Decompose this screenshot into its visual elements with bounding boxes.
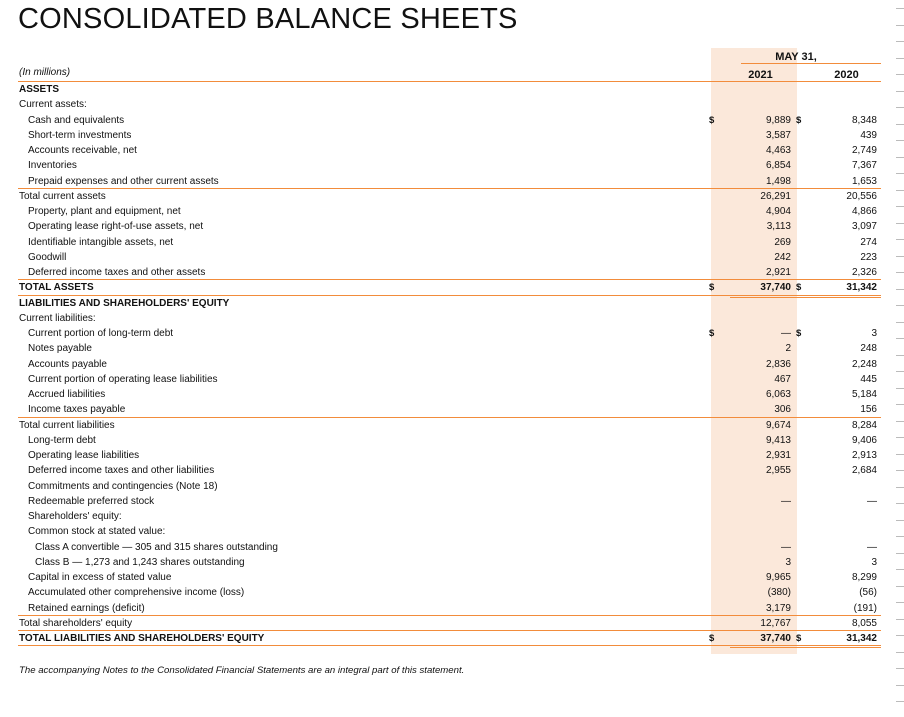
value-2020: — — [867, 541, 877, 553]
edge-tick — [896, 41, 904, 42]
table-row — [0, 204, 904, 219]
currency-symbol-2020: $ — [796, 114, 802, 126]
value-2021: 4,904 — [765, 206, 791, 217]
table-row — [0, 448, 904, 463]
table-row — [0, 158, 904, 173]
row-label: LIABILITIES AND SHAREHOLDERS' EQUITY — [19, 297, 230, 309]
value-2020: 3,097 — [851, 221, 877, 233]
table-row — [0, 296, 904, 311]
row-label: Retained earnings (deficit) — [28, 602, 145, 614]
row-label: Accounts payable — [28, 358, 107, 370]
edge-tick — [896, 107, 904, 108]
row-label: Short-term investments — [28, 129, 132, 141]
row-divider — [730, 647, 881, 648]
row-label: Accrued liabilities — [28, 389, 106, 400]
page-edge-ticks — [894, 0, 904, 717]
table-row — [0, 219, 904, 234]
table-row — [0, 372, 904, 387]
table-row — [0, 555, 904, 570]
edge-tick — [896, 25, 904, 26]
edge-tick — [896, 206, 904, 207]
value-2020: (56) — [859, 587, 877, 599]
value-2020: 2,326 — [851, 267, 877, 278]
edge-tick — [896, 553, 904, 554]
row-label: Operating lease right-of-use assets, net — [28, 221, 204, 233]
table-row — [0, 250, 904, 265]
row-label: ASSETS — [19, 84, 60, 95]
table-row — [0, 387, 904, 402]
table-row — [0, 311, 904, 326]
edge-tick — [896, 239, 904, 240]
edge-tick — [896, 305, 904, 306]
edge-tick — [896, 338, 904, 339]
value-2021: 9,413 — [765, 434, 791, 446]
value-2020: 2,913 — [851, 450, 877, 461]
row-label: Deferred income taxes and other assets — [28, 267, 206, 278]
table-row — [0, 418, 904, 433]
year-2020-header: 2020 — [834, 69, 859, 81]
edge-tick — [896, 355, 904, 356]
value-2020: 274 — [860, 236, 877, 248]
row-label: Total current liabilities — [19, 419, 115, 431]
table-row — [0, 402, 904, 417]
value-2020: 3 — [871, 328, 877, 339]
table-row — [0, 616, 904, 631]
row-label: Prepaid expenses and other current assets — [28, 175, 219, 187]
table-row — [0, 189, 904, 204]
edge-tick — [896, 371, 904, 372]
value-2021: 37,740 — [760, 633, 791, 644]
table-row — [0, 570, 904, 585]
row-label: Goodwill — [28, 251, 67, 263]
table-row — [0, 601, 904, 616]
value-2020: 2,749 — [851, 145, 877, 156]
edge-tick — [896, 536, 904, 537]
value-2020: 439 — [860, 129, 877, 141]
value-2020: 8,348 — [851, 114, 877, 126]
edge-tick — [896, 124, 904, 125]
row-label: TOTAL ASSETS — [19, 282, 94, 294]
value-2021: — — [781, 541, 791, 553]
edge-tick — [896, 140, 904, 141]
row-label: Class B — 1,273 and 1,243 shares outstanding — [35, 556, 245, 568]
edge-tick — [896, 520, 904, 521]
value-2020: 8,299 — [851, 572, 877, 583]
row-label: Operating lease liabilities — [28, 450, 140, 461]
currency-symbol-2021: $ — [709, 633, 715, 644]
row-label: Property, plant and equipment, net — [28, 206, 181, 217]
page-title: CONSOLIDATED BALANCE SHEETS — [18, 3, 518, 35]
row-label: Inventories — [28, 160, 77, 172]
value-2021: 9,674 — [765, 419, 791, 431]
value-2020: 20,556 — [846, 190, 877, 202]
edge-tick — [896, 74, 904, 75]
value-2021: — — [781, 328, 791, 339]
edge-tick — [896, 652, 904, 653]
table-row — [0, 326, 904, 341]
value-2021: 6,854 — [765, 160, 791, 172]
edge-tick — [896, 635, 904, 636]
table-row — [0, 631, 904, 646]
row-label: Total shareholders' equity — [19, 617, 133, 629]
edge-tick — [896, 322, 904, 323]
row-divider — [18, 645, 881, 646]
value-2021: 3 — [785, 556, 791, 568]
value-2021: 3,113 — [766, 221, 791, 233]
value-2020: 8,284 — [851, 419, 877, 431]
edge-tick — [896, 58, 904, 59]
row-label: Cash and equivalents — [28, 114, 125, 126]
edge-tick — [896, 619, 904, 620]
edge-tick — [896, 289, 904, 290]
value-2020: (191) — [853, 602, 877, 614]
table-row — [0, 341, 904, 356]
edge-tick — [896, 404, 904, 405]
edge-tick — [896, 503, 904, 504]
table-row — [0, 265, 904, 280]
value-2020: 1,653 — [851, 175, 877, 187]
value-2020: 2,684 — [851, 465, 877, 477]
row-label: Identifiable intangible assets, net — [28, 236, 174, 248]
value-2020: 248 — [860, 343, 877, 355]
value-2021: 37,740 — [760, 282, 791, 294]
row-label: Shareholders' equity: — [28, 511, 122, 522]
edge-tick — [896, 421, 904, 422]
period-header: MAY 31, — [775, 51, 817, 63]
edge-tick — [896, 569, 904, 570]
edge-tick — [896, 272, 904, 273]
value-2021: 467 — [774, 373, 791, 385]
currency-symbol-2021: $ — [709, 282, 715, 294]
currency-symbol-2020: $ — [796, 328, 802, 339]
value-2020: 445 — [860, 373, 877, 385]
row-label: Class A convertible — 305 and 315 shares outstanding — [35, 541, 278, 553]
table-row — [0, 82, 904, 97]
value-2021: 306 — [774, 404, 791, 416]
edge-tick — [896, 157, 904, 158]
units-label: (In millions) — [19, 67, 71, 78]
currency-symbol-2021: $ — [709, 114, 715, 126]
value-2021: 6,063 — [765, 389, 791, 400]
edge-tick — [896, 388, 904, 389]
table-row — [0, 174, 904, 189]
edge-tick — [896, 454, 904, 455]
edge-tick — [896, 223, 904, 224]
row-label: TOTAL LIABILITIES AND SHAREHOLDERS' EQUITY — [19, 633, 265, 644]
table-row — [0, 494, 904, 509]
edge-tick — [896, 487, 904, 488]
row-label: Accumulated other comprehensive income (loss) — [28, 587, 245, 599]
value-2021: 2,836 — [765, 358, 791, 370]
table-row — [0, 524, 904, 539]
value-2020: 2,248 — [851, 358, 877, 370]
table-row — [0, 509, 904, 524]
row-label: Income taxes payable — [28, 404, 126, 416]
value-2021: 1,498 — [765, 175, 791, 187]
value-2021: 2 — [785, 343, 791, 355]
table-row — [0, 357, 904, 372]
row-label: Current portion of operating lease liabilities — [28, 373, 218, 385]
edge-tick — [896, 701, 904, 702]
period-underline — [741, 63, 881, 64]
table-row — [0, 143, 904, 158]
edge-tick — [896, 8, 904, 9]
edge-tick — [896, 668, 904, 669]
currency-symbol-2020: $ — [796, 282, 802, 294]
value-2021: 2,955 — [765, 465, 791, 477]
row-label: Deferred income taxes and other liabilities — [28, 465, 215, 477]
row-label: Current assets: — [19, 99, 87, 111]
value-2020: 9,406 — [851, 434, 877, 446]
edge-tick — [896, 470, 904, 471]
value-2020: 5,184 — [851, 389, 877, 400]
edge-tick — [896, 91, 904, 92]
value-2021: 269 — [774, 236, 791, 248]
value-2021: 2,921 — [765, 267, 791, 278]
value-2020: 31,342 — [846, 282, 877, 294]
table-row — [0, 113, 904, 128]
table-row — [0, 128, 904, 143]
edge-tick — [896, 190, 904, 191]
value-2020: 7,367 — [851, 160, 877, 172]
edge-tick — [896, 586, 904, 587]
value-2020: 156 — [860, 404, 877, 416]
value-2021: (380) — [767, 587, 791, 599]
value-2020: 223 — [860, 251, 877, 263]
row-label: Commitments and contingencies (Note 18) — [28, 480, 218, 492]
row-label: Accounts receivable, net — [28, 145, 137, 156]
row-label: Total current assets — [19, 190, 106, 202]
value-2021: — — [781, 495, 791, 507]
table-row — [0, 463, 904, 478]
value-2021: 242 — [774, 251, 791, 263]
edge-tick — [896, 437, 904, 438]
row-label: Current portion of long-term debt — [28, 328, 174, 339]
value-2021: 4,463 — [765, 145, 791, 156]
value-2021: 9,889 — [765, 114, 791, 126]
edge-tick — [896, 602, 904, 603]
edge-tick — [896, 685, 904, 686]
row-label: Current liabilities: — [19, 312, 96, 324]
footnote: The accompanying Notes to the Consolidated Financial Statements are an integral part of this statement. — [19, 665, 465, 676]
value-2021: 9,965 — [765, 572, 791, 583]
currency-symbol-2020: $ — [796, 633, 802, 644]
row-label: Notes payable — [28, 343, 92, 355]
value-2020: 8,055 — [851, 617, 877, 629]
table-row — [0, 235, 904, 250]
value-2020: 3 — [871, 556, 877, 568]
table-row — [0, 479, 904, 494]
value-2020: 4,866 — [851, 206, 877, 217]
table-row — [0, 540, 904, 555]
row-label: Long-term debt — [28, 434, 96, 446]
table-row — [0, 280, 904, 295]
table-row — [0, 433, 904, 448]
value-2021: 3,179 — [765, 602, 791, 614]
currency-symbol-2021: $ — [709, 328, 715, 339]
edge-tick — [896, 256, 904, 257]
value-2021: 26,291 — [760, 190, 791, 202]
table-row — [0, 97, 904, 112]
table-row — [0, 585, 904, 600]
value-2021: 2,931 — [765, 450, 791, 461]
row-label: Redeemable preferred stock — [28, 495, 155, 507]
year-2021-header: 2021 — [748, 69, 773, 81]
row-label: Capital in excess of stated value — [28, 572, 172, 583]
value-2021: 3,587 — [765, 129, 791, 141]
value-2020: 31,342 — [846, 633, 877, 644]
value-2021: 12,767 — [760, 617, 791, 629]
row-label: Common stock at stated value: — [28, 526, 166, 538]
edge-tick — [896, 173, 904, 174]
value-2020: — — [867, 495, 877, 507]
